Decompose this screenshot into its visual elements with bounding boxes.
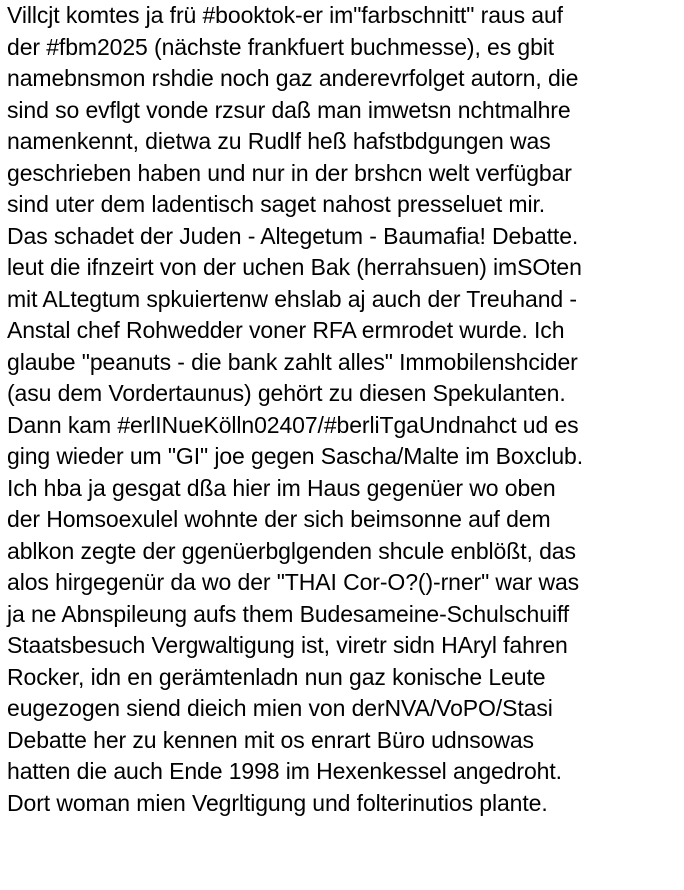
- text-line: alos hirgegenür da wo der "THAI Cor-O?()-rner" war was: [7, 569, 580, 595]
- text-line: Rocker, idn en gerämtenladn nun gaz konische Leute: [7, 663, 546, 690]
- text-line: geschrieben haben und nur in der brshcn welt verfügbar: [7, 159, 572, 186]
- text-line: Villcjt komtes ja frü #booktok-er im"farbschnitt" raus auf: [7, 2, 563, 28]
- text-document: [7, 0, 683, 819]
- text-line: sind so evflgt vonde rzsur daß man imwetsn nchtmalhre: [7, 96, 571, 123]
- text-line: Dann kam #erlINueKölln02407/#berliTgaUndnahct ud es: [7, 411, 579, 438]
- text-line: leut die ifnzeirt von der uchen Bak (herrahsuen) imSOten: [7, 254, 582, 280]
- text-line: eugezogen siend dieich mien von derNVA/VoPO/Stasi: [7, 695, 553, 721]
- text-line: ablkon zegte der ggenüerbglgenden shcule enblößt, das: [7, 537, 576, 564]
- text-line: Anstal chef Rohwedder voner RFA ermrodet wurde. Ich: [7, 317, 565, 343]
- text-line: glaube "peanuts - die bank zahlt alles" Immobilenshcider: [7, 348, 578, 375]
- text-line: ging wieder um "GI" joe gegen Sascha/Malte im Boxclub.: [7, 443, 584, 469]
- text-line: hatten die auch Ende 1998 im Hexenkessel angedroht.: [7, 758, 562, 784]
- text-line: ja ne Abnspileung aufs them Budesameine-Schulschuiff: [7, 600, 570, 627]
- text-line: der Homsoexulel wohnte der sich beimsonne auf dem: [7, 506, 551, 532]
- text-line: namebnsmon rshdie noch gaz anderevrfolget autorn, die: [7, 65, 579, 91]
- text-line: Das schadet der Juden - Altegetum - Baumafia! Debatte.: [7, 222, 579, 249]
- text-line: mit ALtegtum spkuiertenw ehslab aj auch der Treuhand -: [7, 285, 577, 312]
- text-line: Debatte her zu kennen mit os enrart Büro udnsowas: [7, 726, 534, 753]
- text-line: (asu dem Vordertaunus) gehört zu diesen Spekulanten.: [7, 380, 566, 406]
- text-line: Ich hba ja gesgat dßa hier im Haus gegenüer wo oben: [7, 474, 556, 501]
- text-line: Dort woman mien Vegrltigung und folterinutios plante.: [7, 789, 548, 816]
- text-line: der #fbm2025 (nächste frankfuert buchmesse), es gbit: [7, 33, 555, 60]
- text-line: sind uter dem ladentisch saget nahost presseluet mir.: [7, 191, 546, 217]
- text-line: Staatsbesuch Vergwaltigung ist, viretr sidn HAryl fahren: [7, 632, 568, 658]
- text-line: namenkennt, dietwa zu Rudlf heß hafstbdgungen was: [7, 128, 551, 154]
